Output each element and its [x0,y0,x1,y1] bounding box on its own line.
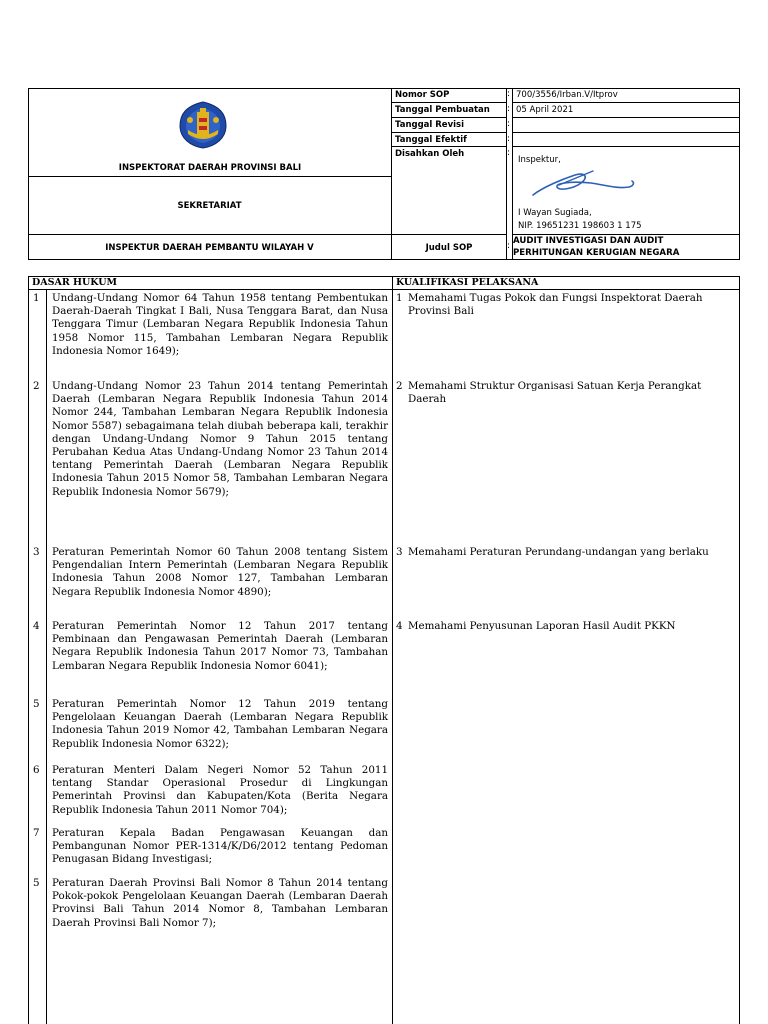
dasar-hukum-no: 2 [33,380,40,392]
meta-value-tanggal-pembuatan: 05 April 2021 [512,103,740,118]
org-name: INSPEKTORAT DAERAH PROVINSI BALI [118,163,302,173]
sub-unit-cell: INSPEKTUR DAERAH PEMBANTU WILAYAH V [28,235,392,260]
unit-cell: SEKRETARIAT [28,177,392,235]
judul-value-cell [512,235,740,260]
table-divider [28,289,740,290]
colon: : [507,104,511,114]
colon: : [507,119,511,129]
kualifikasi-no: 3 [396,546,403,558]
dasar-hukum-no: 5 [33,877,40,889]
kualifikasi-title: KUALIFIKASI PELAKSANA [396,277,539,288]
dasar-hukum-text: Peraturan Daerah Provinsi Bali Nomor 8 Tahun 2014 tentang Pokok-pokok Pengelolaan Keuangan Daerah (Lembaran Daerah Provinsi Bali Tahun 2014 Nomor 8, Tambahan Lembaran Daerah Provinsi Bali Nomor 7); [52,877,388,929]
dasar-hukum-text: Peraturan Menteri Dalam Negeri Nomor 52 Tahun 2011 tentang Standar Operasional Prosedur di Lingkungan Pemerintah Provinsi dan Kabupaten/Kota (Berita Negara Republik Indonesia Tahun 2011 Nomor 704); [52,764,388,816]
kualifikasi-text: Memahami Peraturan Perundang-undangan yang berlaku [408,546,709,558]
meta-label-tanggal-revisi: Tanggal Revisi [392,118,506,133]
kualifikasi-no: 1 [396,292,403,304]
dasar-hukum-no: 7 [33,827,40,839]
judul-sop-title: AUDIT INVESTIGASI DAN AUDIT PERHITUNGAN KERUGIAN NEGARA [513,236,680,258]
kualifikasi-no: 2 [396,380,403,392]
org-cell [28,88,392,177]
signer-title: Inspektur, [518,155,561,165]
dasar-hukum-text: Peraturan Kepala Badan Pengawasan Keuangan dan Pembangunan Nomor PER-1314/K/D6/2012 tentang Pedoman Penugasan Bidang Investigasi; [52,827,388,866]
colon: : [507,89,511,99]
bali-province-logo [174,100,232,150]
dasar-hukum-text: Peraturan Pemerintah Nomor 12 Tahun 2019 tentang Pengelolaan Keuangan Daerah (Lembaran Negara Republik Indonesia Tahun 2019 Nomor 42, Tambahan Lembaran Negara Republik Indonesia Nomor 6322); [52,698,388,750]
dasar-hukum-no: 5 [33,698,40,710]
kualifikasi-text: Memahami Struktur Organisasi Satuan Kerja Perangkat Daerah [408,380,702,406]
signature-cell [512,147,740,235]
judul-label: Judul SOP [425,242,473,253]
column-divider [392,276,393,1024]
dasar-hukum-no: 4 [33,620,40,632]
dasar-hukum-title: DASAR HUKUM [32,277,118,288]
dasar-hukum-no: 3 [33,546,40,558]
meta-label-disahkan: Disahkan Oleh [392,147,506,235]
meta-value-tanggal-revisi [512,118,740,133]
column-divider [46,289,47,1024]
colon: : [507,148,511,158]
dasar-hukum-no: 6 [33,764,40,776]
colon: : [507,241,511,251]
kualifikasi-text: Memahami Penyusunan Laporan Hasil Audit PKKN [408,620,676,632]
dasar-hukum-text: Undang-Undang Nomor 23 Tahun 2014 tentang Pemerintah Daerah (Lembaran Negara Republik Indonesia Tahun 2014 Nomor 244, Tambahan Lembaran Negara Republik Indonesia Nomor 5587) sebagaimana telah diubah beberapa kali, terakhir dengan Undang-Undang Nomor 9 Tahun 2015 tentang Perubahan Kedua Atas Undang-Undang Nomor 23 Tahun 2014 tentang Pemerintah Daerah (Lembaran Negara Republik Indonesia Tahun 2015 Nomor 58, Tambahan Lembaran Negara Republik Indonesia Nomor 5679); [52,380,388,498]
signature-icon [529,165,639,201]
meta-value-nomor: 700/3556/Irban.V/Itprov [512,88,740,103]
dasar-hukum-text: Undang-Undang Nomor 64 Tahun 1958 tentang Pembentukan Daerah-Daerah Tingkat I Bali, Nusa Tenggara Barat, dan Nusa Tenggara Timur (Lembaran Negara Republik Indonesia Tahun 1958 Nomor 115, Tambahan Lembaran Negara Republik Indonesia Nomor 1649); [52,292,388,357]
signer-nip: NIP. 19651231 198603 1 175 [518,221,642,231]
meta-label-nomor: Nomor SOP [392,88,506,103]
kualifikasi-no: 4 [396,620,403,632]
meta-label-tanggal-pembuatan: Tanggal Pembuatan [392,103,506,118]
dasar-hukum-text: Peraturan Pemerintah Nomor 12 Tahun 2017 tentang Pembinaan dan Pengawasan Pemerintah Daerah (Lembaran Negara Republik Indonesia Tahun 2017 Nomor 73, Tambahan Lembaran Negara Republik Indonesia Nomor 6041); [52,620,388,672]
signer-name: I Wayan Sugiada, [518,208,592,218]
dasar-hukum-no: 1 [33,292,40,304]
colon: : [507,134,511,144]
dasar-hukum-text: Peraturan Pemerintah Nomor 60 Tahun 2008 tentang Sistem Pengendalian Intern Pemerintah (Lembaran Negara Republik Indonesia Tahun 2008 Nomor 127, Tambahan Lembaran Negara Republik Indonesia Nomor 4890); [52,546,388,598]
meta-value-tanggal-efektif [512,133,740,147]
kualifikasi-text: Memahami Tugas Pokok dan Fungsi Inspektorat Daerah Provinsi Bali [408,292,703,318]
meta-label-tanggal-efektif: Tanggal Efektif [392,133,506,147]
